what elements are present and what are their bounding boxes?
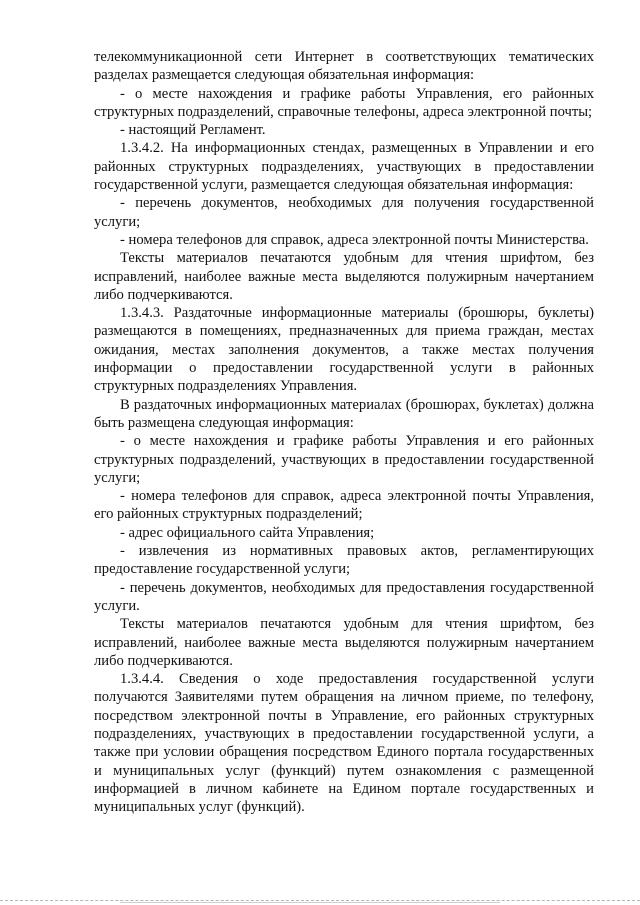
paragraph-4: 1.3.4.2. На информационных стендах, размещенных в Управлении и его районных структурных подразделениях, участвующих в предоставлении государственной услуги, размещается следующая обязательная информация: (94, 140, 594, 194)
scan-edge-line (0, 900, 640, 901)
paragraph-15: Тексты материалов печатаются удобным для чтения шрифтом, без исправлений, наиболее важные места выделяются полужирным начертанием либо подчеркиваются. (94, 616, 594, 669)
paragraph-1: телекоммуникационной сети Интернет в соответствующих тематических разделах размещается следующая обязательная информация: (94, 49, 594, 84)
document-body (94, 48, 594, 816)
paragraph-5: - перечень документов, необходимых для получения государственной услуги; (94, 195, 594, 230)
paragraph-3: - настоящий Регламент. (120, 122, 266, 139)
paragraph-2: - о месте нахождения и графике работы Управления, его районных структурных подразделений, справочные телефоны, адреса электронной почты; (94, 85, 594, 120)
paragraph-6: - номера телефонов для справок, адреса электронной почты Министерства. (120, 231, 589, 248)
paragraph-8: 1.3.4.3. Раздаточные информационные материалы (брошюры, буклеты) размещаются в помещениях, предназначенных для приема граждан, местах ожидания, местах заполнения документов, а также местах получения информации о предоставлении государственной услуги в районных структурных подразделениях Управления. (94, 305, 594, 395)
paragraph-12: - адрес официального сайта Управления; (120, 524, 375, 541)
scan-edge-line-inner (120, 902, 500, 903)
paragraph-9: В раздаточных информационных материалах (брошюрах, буклетах) должна быть размещена следующая информация: (94, 396, 594, 431)
paragraph-10: - о месте нахождения и графике работы Управления и его районных структурных подразделений, участвующих в предоставлении государственной услуги; (94, 433, 594, 486)
paragraph-14: - перечень документов, необходимых для предоставления государственной услуги. (94, 579, 594, 614)
paragraph-13: - извлечения из нормативных правовых актов, регламентирующих предоставление государственной услуги; (94, 543, 594, 578)
paragraph-7: Тексты материалов печатаются удобным для чтения шрифтом, без исправлений, наиболее важные места выделяются полужирным начертанием либо подчеркиваются. (94, 250, 594, 303)
paragraph-11: - номера телефонов для справок, адреса электронной почты Управления, его районных структурных подразделений; (94, 488, 594, 523)
paragraph-16: 1.3.4.4. Сведения о ходе предоставления государственной услуги получаются Заявителями путем обращения на личном приеме, по телефону, посредством электронной почты в Управление, его районных структурных подразделениях, участвующих в предоставлении государственной услуги, а также при условии обращения посредством Единого портала государственных и муниципальных услуг (функций) путем ознакомления с размещенной информацией в личном кабинете на Едином портале государственных и муниципальных услуг (функций). (94, 671, 594, 816)
